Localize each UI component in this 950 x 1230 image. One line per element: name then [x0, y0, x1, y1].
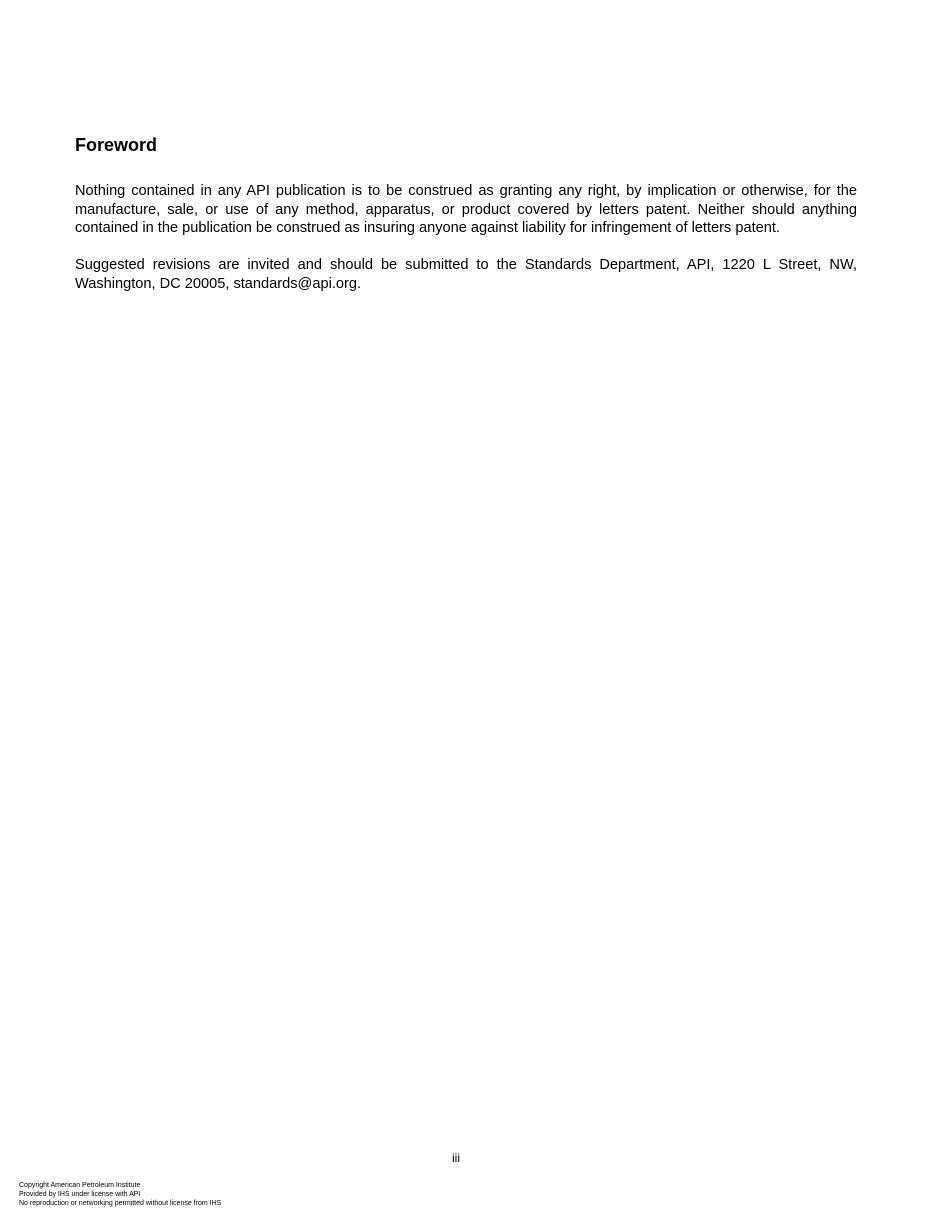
foreword-paragraph-patent-disclaimer: Nothing contained in any API publication is to be construed as granting any right, by implication or otherwise, for the manufacture, sale, or use of any method, apparatus, or product covered by letters patent. Neither should anything contained in the publication be construed as insuring anyone against liability for infringement of letters patent. [75, 183, 857, 236]
copyright-footer [19, 1181, 221, 1209]
footer-line-license: Provided by IHS under license with API [19, 1191, 141, 1199]
page-title: Foreword [75, 135, 158, 155]
footer-line-copyright: Copyright American Petroleum Institute [19, 1182, 141, 1189]
footer-line-reproduction: No reproduction or networking permitted without license from IHS [19, 1200, 222, 1208]
foreword-paragraph-suggested-revisions: Suggested revisions are invited and should be submitted to the Standards Department, API, 1220 L Street, NW, Washington, DC 20005, standards@api.org. [75, 257, 857, 292]
page-number: iii [452, 1151, 460, 1165]
